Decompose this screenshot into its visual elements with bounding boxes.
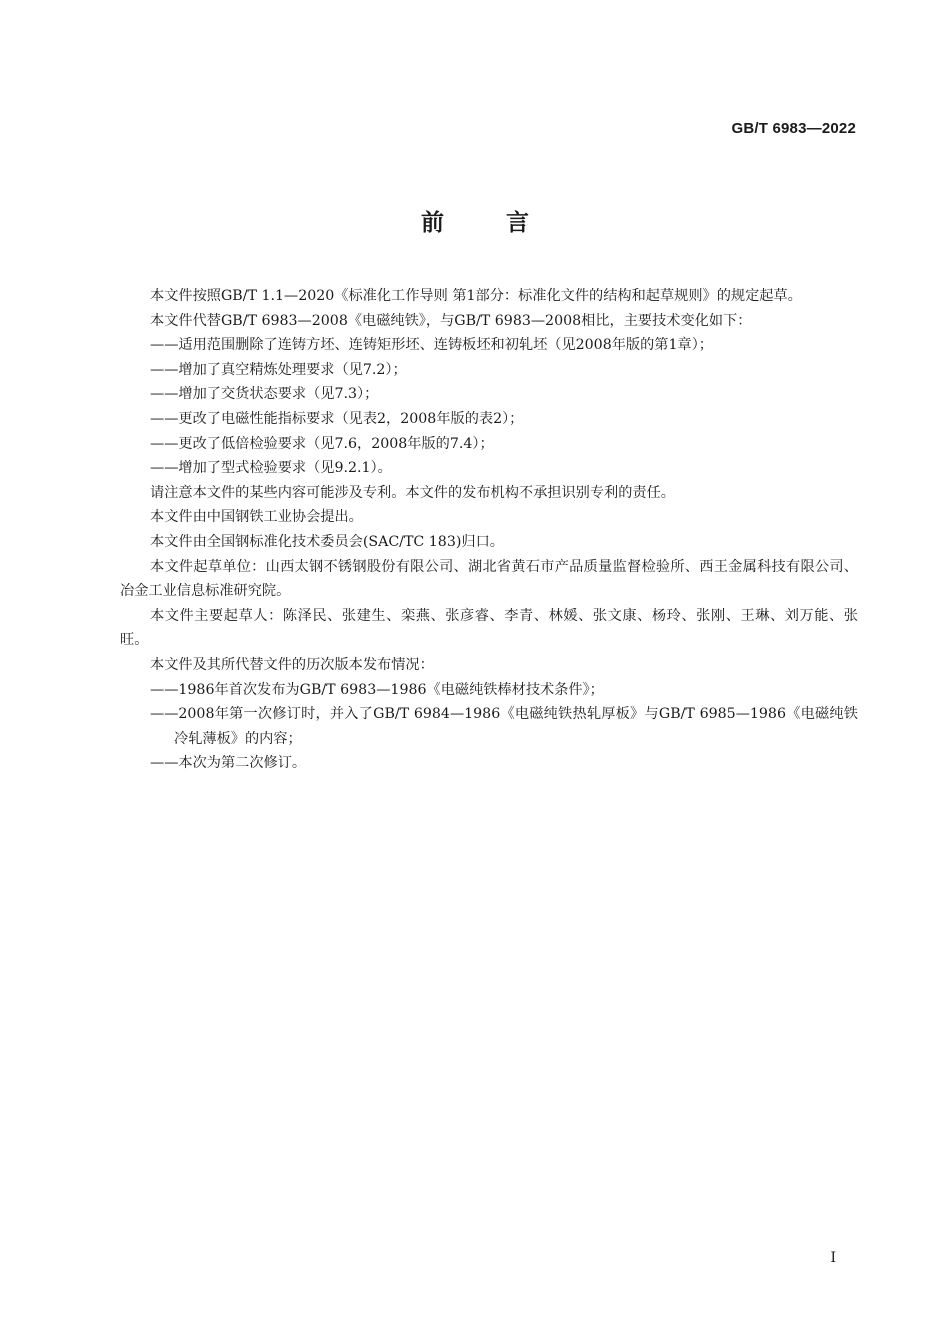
standard-code: GB/T 6983—2022 <box>731 120 856 137</box>
change-item: ——增加了型式检验要求（见9.2.1）。 <box>150 460 392 477</box>
paragraph-committee: 本文件由全国钢标准化技术委员会(SAC/TC 183)归口。 <box>150 533 504 550</box>
change-item: ——更改了低倍检验要求（见7.6，2008年版的7.4）； <box>150 435 494 452</box>
paragraph-patent-notice: 请注意本文件的某些内容可能涉及专利。本文件的发布机构不承担识别专利的责任。 <box>150 484 675 501</box>
paragraph-replacement: 本文件代替GB/T 6983—2008《电磁纯铁》，与GB/T 6983—2008相比，主要技术变化如下： <box>150 312 752 329</box>
page-title: 前言 <box>421 210 591 236</box>
history-item: ——1986年首次发布为GB/T 6983—1986《电磁纯铁棒材技术条件》； <box>150 681 604 698</box>
document-body <box>120 284 858 776</box>
paragraph-history-intro: 本文件及其所代替文件的历次版本发布情况： <box>150 656 434 673</box>
history-item: ——2008年第一次修订时，并入了GB/T 6984—1986《电磁纯铁热轧厚板》与GB/T 6985—1986《电磁纯铁冷轧薄板》的内容； <box>150 706 858 747</box>
change-item: ——增加了交货状态要求（见7.3）； <box>150 386 379 403</box>
page-number: I <box>830 1250 836 1266</box>
history-item: ——本次为第二次修订。 <box>150 755 307 772</box>
paragraph-drafting-rules: 本文件按照GB/T 1.1—2020《标准化工作导则 第1部分：标准化文件的结构和起草规则》的规定起草。 <box>150 288 802 304</box>
change-item: ——适用范围删除了连铸方坯、连铸矩形坯、连铸板坯和初轧坯（见2008年版的第1章）； <box>150 337 713 354</box>
change-item: ——增加了真空精炼处理要求（见7.2）； <box>150 361 407 378</box>
paragraph-drafting-units: 本文件起草单位：山西太钢不锈钢股份有限公司、湖北省黄石市产品质量监督检验所、西王金属科技有限公司、冶金工业信息标准研究院。 <box>120 558 858 600</box>
change-item: ——更改了电磁性能指标要求（见表2，2008年版的表2）； <box>150 410 524 427</box>
paragraph-drafters: 本文件主要起草人：陈泽民、张建生、栾燕、张彦睿、李青、林媛、张文康、杨玲、张刚、王琳、刘万能、张旺。 <box>120 607 858 649</box>
paragraph-proposer: 本文件由中国钢铁工业协会提出。 <box>150 509 363 526</box>
